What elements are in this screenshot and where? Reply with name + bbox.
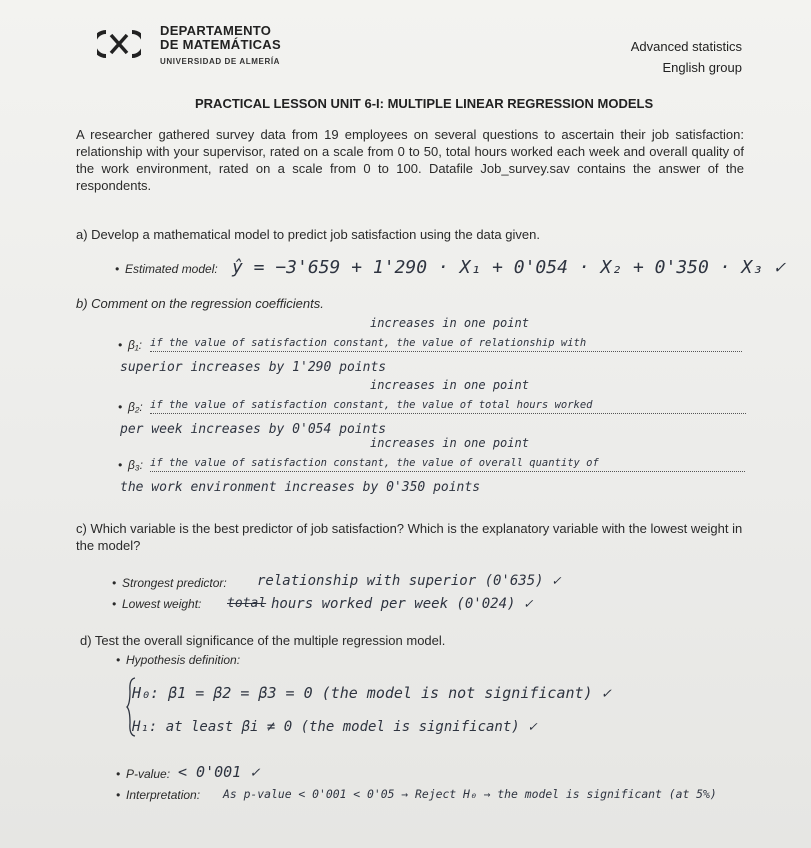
department-line-1: DEPARTAMENTO xyxy=(160,23,272,38)
beta2-label: • β₂: xyxy=(128,400,143,414)
beta3-answer-line1: if the value of satisfaction constant, the value of overall quantity of xyxy=(150,457,599,469)
pvalue-label: • P-value: xyxy=(126,767,170,781)
lowest-weight-struck-word: total xyxy=(227,596,267,611)
question-d: d) Test the overall significance of the multiple regression model. xyxy=(80,633,446,648)
question-c: c) Which variable is the best predictor of job satisfaction? Which is the explanatory variable with the lowest weight in the model? xyxy=(76,521,743,553)
hypothesis-label: • Hypothesis definition: xyxy=(126,653,240,667)
estimated-model-answer: ŷ = −3'659 + 1'290 · X₁ + 0'054 · X₂ + 0'350 · X₃ ✓ xyxy=(232,257,785,278)
beta3-answer-line xyxy=(150,471,745,472)
course-group: English group xyxy=(662,60,742,75)
beta3-answer-line2: the work environment increases by 0'350 points xyxy=(120,480,481,495)
null-hypothesis: H₀: β1 = β2 = β3 = 0 (the model is not significant) ✓ xyxy=(132,684,611,702)
beta2-answer-line2: per week increases by 0'054 points xyxy=(120,422,387,437)
university-name: UNIVERSIDAD DE ALMERÍA xyxy=(160,57,281,66)
department-logo-icon xyxy=(97,29,141,59)
beta3-label: • β₃: xyxy=(128,458,143,472)
estimated-model-label: • Estimated model: xyxy=(125,262,218,276)
beta2-note: increases in one point xyxy=(370,378,529,392)
question-b: b) Comment on the regression coefficients. xyxy=(76,296,324,311)
interpretation-answer: As p-value < 0'001 < 0'05 → Reject H₀ → the model is significant (at 5%) xyxy=(223,787,717,801)
beta1-answer-line xyxy=(150,351,742,352)
page-title: PRACTICAL LESSON UNIT 6-I: MULTIPLE LINEAR REGRESSION MODELS xyxy=(195,96,654,111)
beta1-answer-line2: superior increases by 1'290 points xyxy=(120,360,387,375)
beta3-note: increases in one point xyxy=(370,436,529,450)
beta2-answer-line xyxy=(150,413,746,414)
interpretation-label: • Interpretation: xyxy=(126,788,200,802)
question-a: a) Develop a mathematical model to predict job satisfaction using the data given. xyxy=(76,227,540,242)
beta1-label: • β₁: xyxy=(128,338,142,352)
beta2-answer-line1: if the value of satisfaction constant, the value of total hours worked xyxy=(150,399,593,411)
pvalue-answer: < 0'001 ✓ xyxy=(178,763,260,781)
course-info xyxy=(631,36,742,78)
strongest-predictor-label: • Strongest predictor: xyxy=(122,576,227,590)
strongest-predictor-answer: relationship with superior (0'635) ✓ xyxy=(257,573,561,589)
department-name xyxy=(160,24,281,52)
course-name: Advanced statistics xyxy=(630,39,742,54)
department-line-2: DE MATEMÁTICAS xyxy=(160,37,281,52)
lowest-weight-label: • Lowest weight: xyxy=(122,597,201,611)
problem-statement: A researcher gathered survey data from 19 employees on several questions to ascertain their job satisfaction: relationship with your supervisor, rated on a scale from 0 to 50, total hours worked each week and overall quality of the work environment, rated on a scale from 0 to 100. Datafile Job_survey.sav contains the answer of the respondents. xyxy=(76,127,744,193)
beta1-answer-line1: if the value of satisfaction constant, the value of relationship with xyxy=(150,337,587,349)
lowest-weight-answer: hours worked per week (0'024) ✓ xyxy=(271,596,533,612)
alternative-hypothesis: H₁: at least βi ≠ 0 (the model is significant) ✓ xyxy=(132,719,537,735)
beta1-note: increases in one point xyxy=(370,316,529,330)
